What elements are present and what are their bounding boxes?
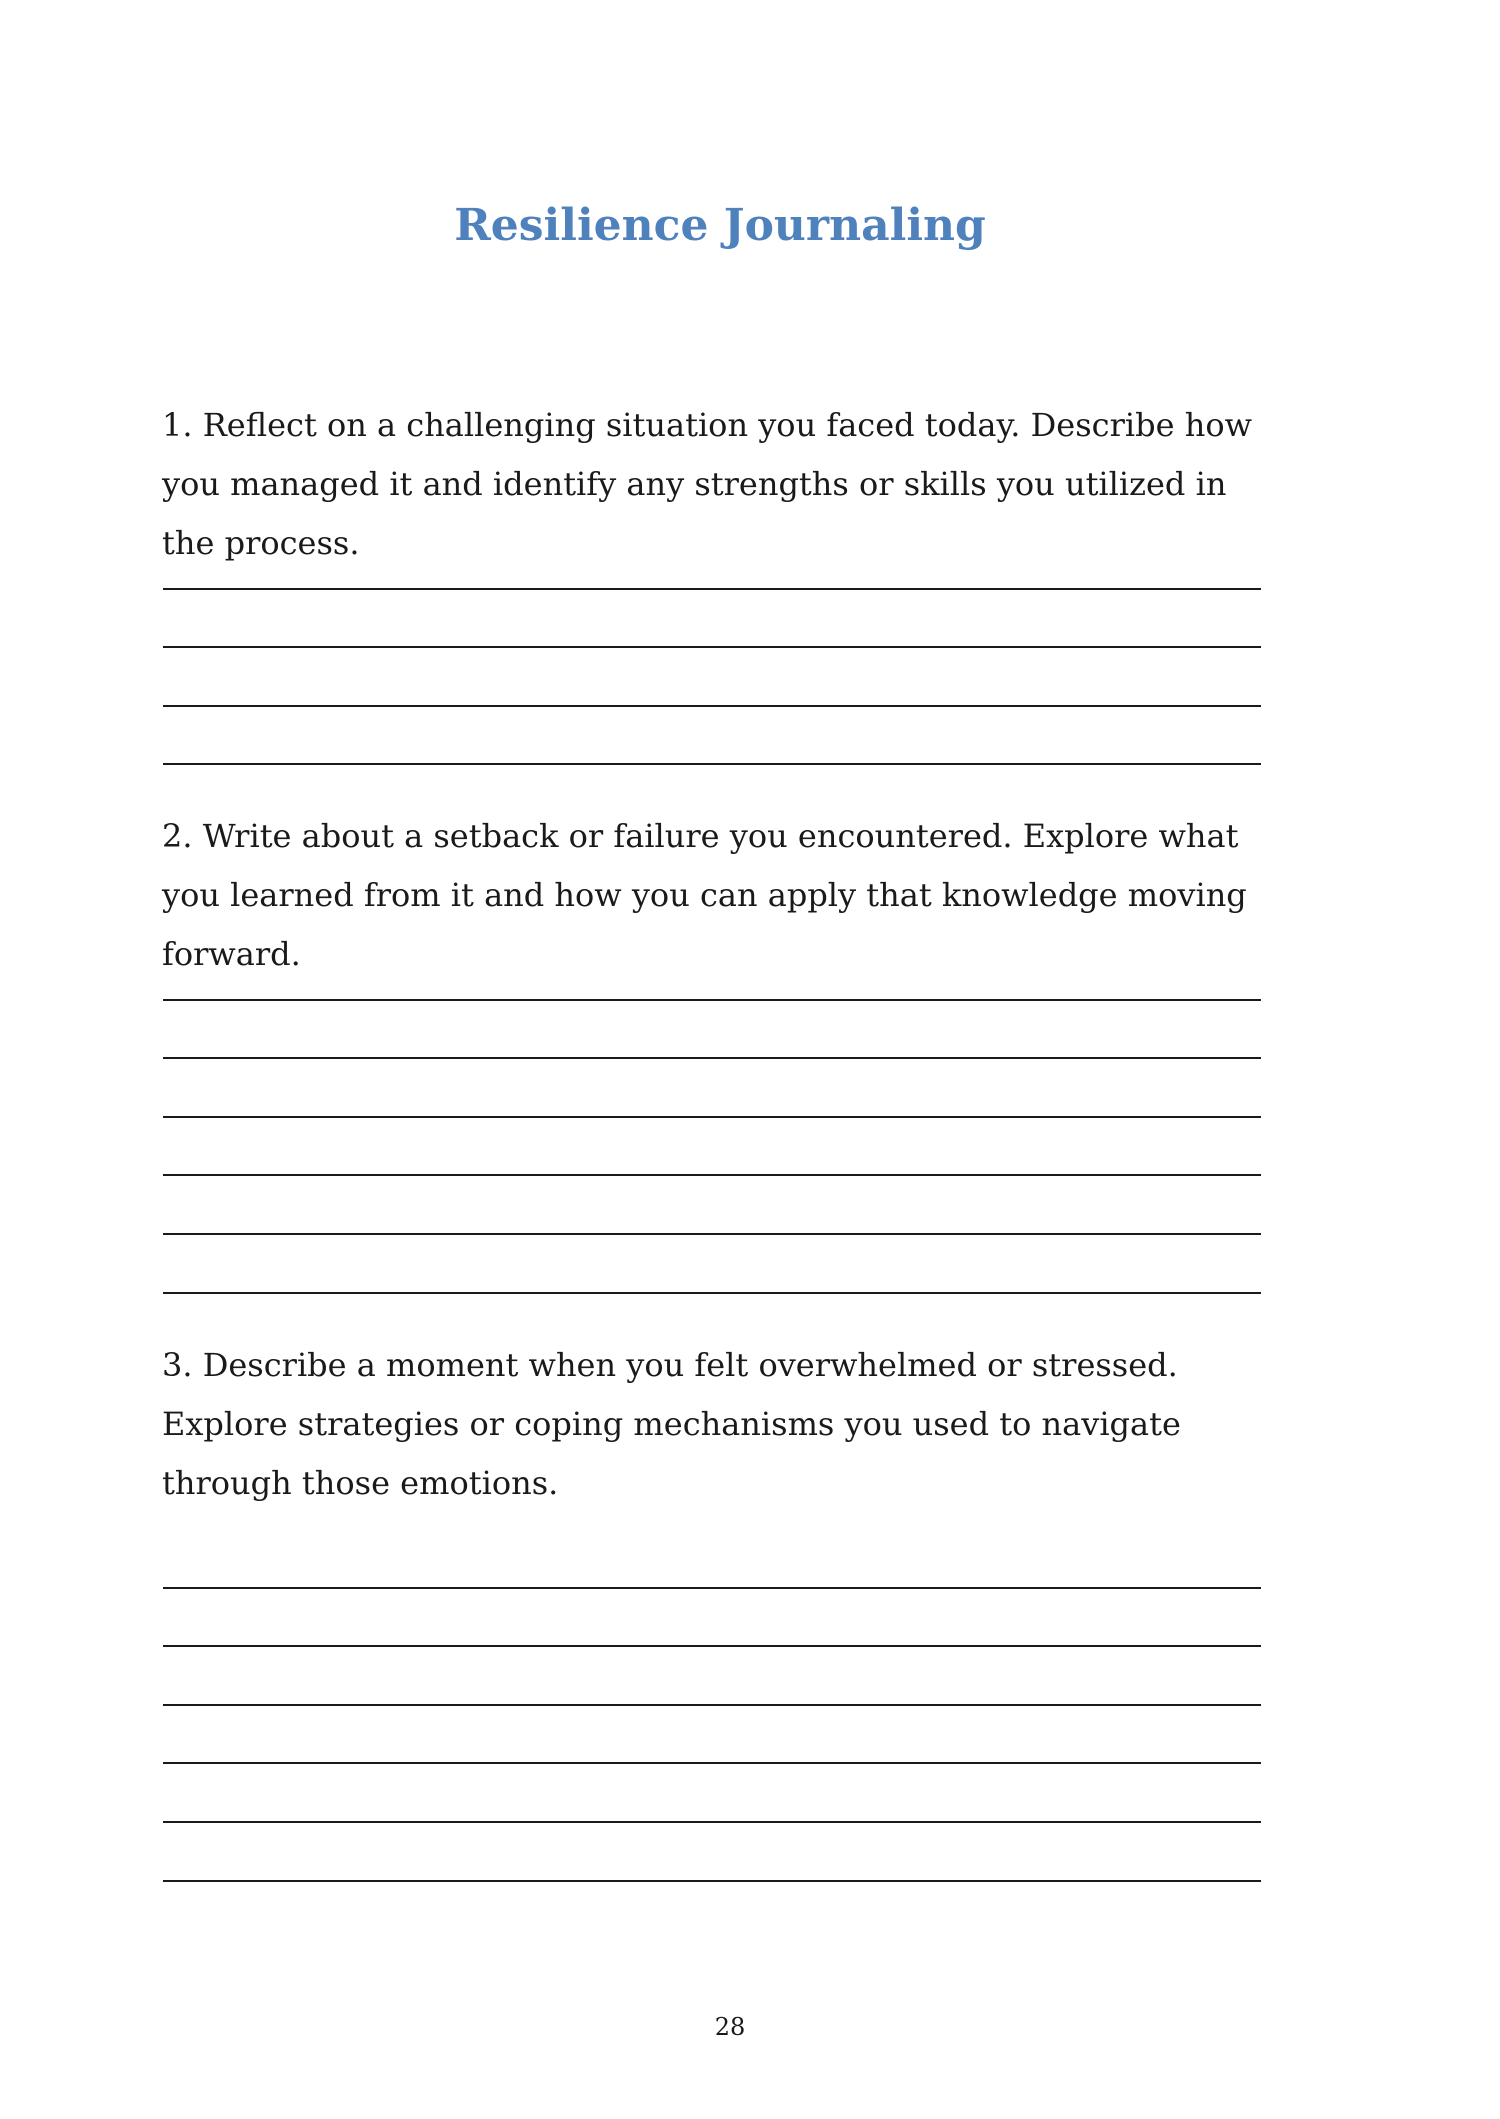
writing-line[interactable]	[163, 1764, 1261, 1823]
writing-line[interactable]	[163, 1647, 1261, 1706]
answer-lines-2	[163, 942, 1261, 1294]
writing-line[interactable]	[163, 1235, 1261, 1294]
writing-line[interactable]	[163, 707, 1261, 766]
prompt-2: 2. Write about a setback or failure you encountered. Explore what you learned from it and how you can apply that knowledge moving forward.	[162, 817, 1247, 973]
writing-line[interactable]	[163, 1176, 1261, 1235]
writing-line[interactable]	[163, 648, 1261, 707]
page-number: 28	[714, 2013, 746, 2041]
writing-line[interactable]	[163, 1706, 1261, 1765]
writing-line[interactable]	[163, 942, 1261, 1001]
writing-line[interactable]	[163, 1059, 1261, 1118]
writing-line[interactable]	[163, 531, 1261, 590]
writing-line[interactable]	[163, 1118, 1261, 1177]
writing-line[interactable]	[163, 1589, 1261, 1648]
prompt-1: 1. Reflect on a challenging situation you faced today. Describe how you managed it and identify any strengths or skills you utilized in the process.	[162, 406, 1252, 562]
writing-line[interactable]	[163, 1530, 1261, 1589]
writing-line[interactable]	[163, 1823, 1261, 1882]
answer-lines-3	[163, 1530, 1261, 1882]
writing-line[interactable]	[163, 590, 1261, 649]
prompt-3: 3. Describe a moment when you felt overwhelmed or stressed. Explore strategies or coping mechanisms you used to navigate through those emotions.	[162, 1346, 1181, 1502]
page-title: Resilience Journaling	[454, 200, 986, 251]
answer-lines-1	[163, 531, 1261, 765]
writing-line[interactable]	[163, 1001, 1261, 1060]
